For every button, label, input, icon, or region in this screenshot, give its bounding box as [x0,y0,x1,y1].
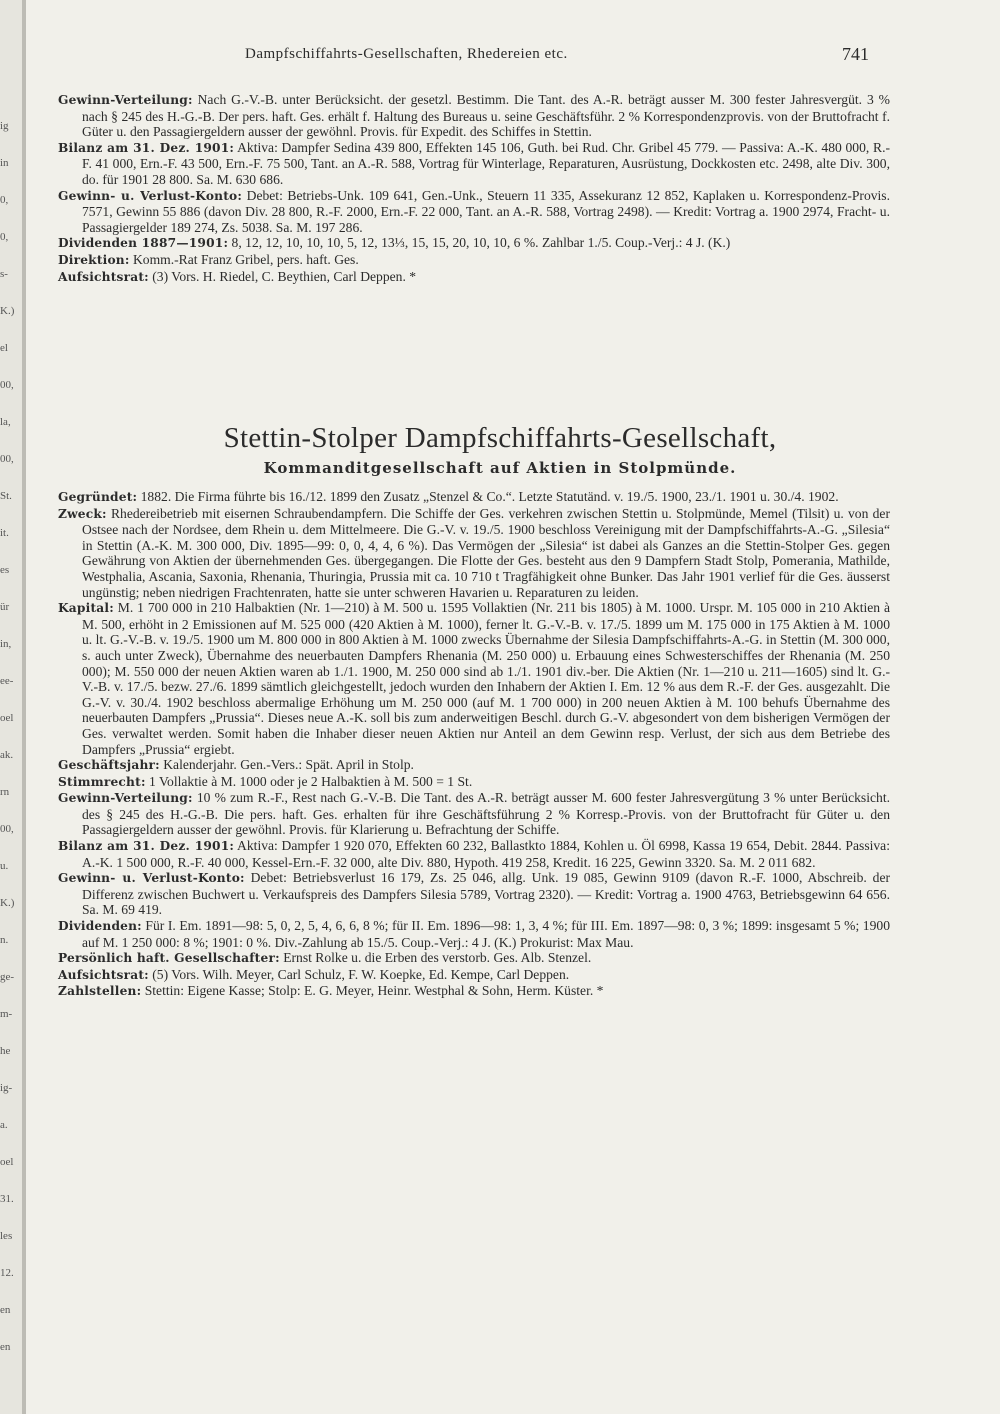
entry-paragraph [58,870,890,918]
entry-label: Dividenden 1887—1901: [58,236,229,251]
entry-label: Gewinn- u. Verlust-Konto: [58,871,245,886]
entry-label: Stimmrecht: [58,774,146,789]
entry-label: Geschäftsjahr: [58,758,160,773]
entry-paragraph [58,838,890,870]
gutter-fragment: St. [0,490,12,502]
entry-text: M. 1 700 000 in 210 Halbaktien (Nr. 1—210) à M. 500 u. 1595 Vollaktien (Nr. 211 bis 1805) à M. 1000. Urspr. M. 105 000 in 210 Aktien à M. 500, erhöht in 2 Emissionen auf M. 525 000 (420 Aktien à M. 1000), ferner lt. G.-V.-B. v. 17./5. 1899 um M. 175 000 in 175 Aktien à M. 1000 u. lt. G.-V.-B. v. 19./5. 1900 um M. 800 000 in 800 Aktien à M. 1000 zwecks Übernahme der Silesia Dampfschiffahrts-A.-G. in Stettin (M. 300 000, s. auch unter Zweck), Übernahme des neuerbauten Dampfers Rhenania (M. 250 000) u. Erbauung eines Schwesterschiffes der Rhenania (M. 250 000); M. 550 000 der neuen Aktien waren ab 1./1. 1900, M. 250 000 sind ab 1./1. 1901 div.-ber. Die Aktien (Nr. 1—210 u. 211—1605) sind lt. G.-V.-B. v. 17./5. bezw. 27./6. 1899 sämtlich gleichgestellt, jedoch wurden den Inhabern der Aktien I. Em. 12 % aus dem R.-F. der Ges. ausgezahlt. Die G.-V. v. 30./4. 1902 beschloss abermalige Erhöhung um M. 250 000 (auf M. 1 700 000) in 200 neuen Aktien à M. 100 behufs Übernahme des neuerbauten Dampfers „Prussia“. Dieses neue A.-K. soll bis zum anderweitigen Beschl. durch G.-V. abgesondert von dem bisherigen Vermögen der Ges. verwaltet werden. Somit haben die Inhaber dieser neuen Aktien nur Anteil an dem Gewinn resp. Verlust, der sich aus dem Betriebe des Dampfers „Prussia“ ergiebt. [82,600,890,757]
page-header [0,46,1000,70]
entry-label: Direktion: [58,252,130,267]
gutter-fragment: ee- [0,675,14,687]
entry-text: 8, 12, 12, 10, 10, 10, 5, 12, 13⅓, 15, 15, 20, 10, 10, 6 %. Zahlbar 1./5. Coup.-Verj.: 4 J. (K.) [228,235,731,251]
entry-label: Gewinn-Verteilung: [58,93,193,107]
gutter-fragment: K.) [0,305,15,317]
entry-text: Für I. Em. 1891—98: 5, 0, 2, 5, 4, 6, 6, 8 %; für II. Em. 1896—98: 1, 3, 4 %; für III. Em. 1897—98: 0, 3 %; 1899: insgesamt 5 %; 1900 auf M. 1 250 000: 8 %; 1901: 0 %. Div.-Zahlung ab 15./5. Coup.-Verj.: 4 J. (K.) Prokurist: Max Mau. [82,918,890,950]
entry-label: Persönlich haft. Gesellschafter: [58,951,280,966]
gutter-fragment: ig- [0,1082,13,1094]
entry-paragraph [58,188,890,236]
entry-label: Zahlstellen: [58,984,142,999]
entry-paragraph [58,790,890,838]
entry-paragraph [58,269,890,286]
running-head: Dampfschiffahrts-Gesellschaften, Rhedereien etc. [245,46,568,62]
gutter-fragment: 31. [0,1193,14,1205]
gutter-fragment: en [0,1341,11,1353]
entry-text: 10 % zum R.-F., Rest nach G.-V.-B. Die Tant. des A.-R. beträgt ausser M. 600 fester Jahresvergütung 3 % unter Berücksicht. des § 245 des H.-G.-B. Die pers. haft. Ges. erhalten für ihre Geschäftsführung 2 % Korresp.-Provis. von der Bruttofracht für Güter u. den Passagiergeldern ausser der gewöhnl. Provis. für Klarierung u. Befrachtung der Schiffe. [82,790,890,838]
previous-company-entry [58,92,890,285]
entry-text: Rhedereibetrieb mit eisernen Schraubendampfern. Die Schiffe der Ges. verkehren zwischen Stettin u. Stolpmünde, Memel (Tilsit) u. von der Ostsee nach der Nordsee, dem Rhein u. dem Mittelmeere. Die G.-V. v. 19./5. 1900 beschloss Vereinigung mit der Dampfschiffahrts-A.-G. „Silesia“ in Stettin (A.-K. M. 300 000, Div. 1895—99: 0, 0, 4, 4, 6 %). Das Vermögen der „Silesia“ ist dabei als Ganzes an die Stettin-Stolper Ges. gegen Gewährung von Aktien der übernehmenden Ges. übergegangen. Die Flotte der Ges. besteht aus den 9 Dampfern Stadt Stolp, Pomerania, Mathilde, Westphalia, Ascania, Saxonia, Rhenania, Thuringia, Prussia mit ca. 10 710 t Tragfähigkeit ohne Bunker. Das Jahr 1901 verlief für die Ges. äusserst ungünstig; neben niedrigen Frachtenraten, hatte sie unter schweren Havarien u. Reparaturen zu leiden. [82,505,890,600]
gutter-fragment: ak. [0,749,14,761]
gutter-fragment: in [0,157,9,169]
gutter-fragment: en [0,1304,11,1316]
gutter-fragment: K.) [0,897,15,909]
company-entry [58,489,890,1000]
gutter-fragment: ge- [0,971,15,983]
gutter-fragment: m- [0,1008,13,1020]
gutter-fragment: n. [0,934,9,946]
entry-paragraph [58,967,890,984]
entry-paragraph [58,489,890,506]
company-title: Stettin-Stolper Dampfschiffahrts-Gesellschaft, [223,422,777,454]
entry-text: Ernst Rolke u. die Erben des verstorb. Ges. Alb. Stenzel. [279,950,592,966]
entry-label: Aufsichtsrat: [58,269,149,284]
entry-text: Nach G.-V.-B. unter Berücksicht. der gesetzl. Bestimm. Die Tant. des A.-R. beträgt ausser M. 300 fester Jahresvergüt. 3 % nach § 245 des H.-G.-B. Der pers. haft. Ges. erhält f. Haltung des Bureaus u. seine Geschäftsführ. 2 % Korrespondenzprovis. von der Bruttofracht f. Güter u. den Passagiergeldern ausser der gewöhnl. Provis. für Expedit. des Schiffes in Stettin. [82,92,890,140]
entry-label: Gewinn- u. Verlust-Konto: [58,188,243,203]
gutter-fragment: 0, [0,194,9,206]
gutter-fragment: a. [0,1119,8,1131]
gutter-fragment: it. [0,527,9,539]
entry-paragraph [58,140,890,188]
gutter-fragment: 00, [0,453,14,465]
entry-label: Kapital: [58,601,114,616]
gutter-fragment: les [0,1230,13,1242]
entry-label: Bilanz am 31. Dez. 1901: [58,140,235,155]
entry-text: (5) Vors. Wilh. Meyer, Carl Schulz, F. W. Koepke, Ed. Kempe, Carl Deppen. [148,966,570,982]
entry-paragraph [58,918,890,950]
entry-text: Kalenderjahr. Gen.-Vers.: Spät. April in Stolp. [159,757,414,773]
gutter-fragment: s- [0,268,8,280]
entry-label: Dividenden: [58,919,142,934]
page-number: 741 [842,44,869,64]
gutter-fragment: 12. [0,1267,14,1279]
entry-paragraph [58,252,890,269]
binding-edge [22,0,26,1414]
gutter-fragment: u. [0,860,9,872]
entry-label: Gewinn-Verteilung: [58,791,193,806]
gutter-fragment: ig [0,120,9,132]
entry-paragraph [58,983,890,1000]
gutter-fragment: ür [0,601,10,613]
entry-text: Debet: Betriebsverlust 16 179, Zs. 25 046, allg. Unk. 19 085, Gewinn 9109 (davon R.-F. 1000, Abschreib. der Differenz zwischen Buchwert u. Verkaufspreis des Dampfers Silesia 5789, Vortrag 2320). — Kredit: Vortrag a. 1900 4763, Betriebsgewinn 64 656. Sa. M. 69 419. [82,870,891,918]
entry-paragraph [58,600,890,757]
entry-text: Debet: Betriebs-Unk. 109 641, Gen.-Unk., Steuern 11 335, Assekuranz 12 852, Kaplaken u. Korrespondenz-Provis. 7571, Gewinn 55 886 (davon Div. 28 800, R.-F. 2000, Ern.-F. 22 000, Tant. an A.-R. 588, Vortrag 2498). — Kredit: Vortrag a. 1900 2974, Fracht- u. Passagiergelder 189 274, Zs. 5038. Sa. M. 197 286. [82,187,890,235]
entry-label: Gegründet: [58,490,138,504]
entry-label: Aufsichtsrat: [58,967,149,982]
entry-text: (3) Vors. H. Riedel, C. Beythien, Carl Deppen. * [148,268,417,284]
gutter-fragment: 00, [0,379,14,391]
gutter-fragment: es [0,564,10,576]
gutter-fragment: el [0,342,8,354]
entry-paragraph [58,235,890,252]
entry-paragraph [58,757,890,774]
entry-paragraph [58,950,890,967]
gutter-fragment: rn [0,786,10,798]
gutter-fragment: oel [0,1156,14,1168]
entry-text: 1 Vollaktie à M. 1000 oder je 2 Halbaktien à M. 500 = 1 St. [145,773,473,789]
gutter-fragment: la, [0,416,11,428]
gutter-fragment: oel [0,712,14,724]
entry-text: Stettin: Eigene Kasse; Stolp: E. G. Meyer, Heinr. Westphal & Sohn, Herm. Küster. * [141,983,604,999]
entry-label: Bilanz am 31. Dez. 1901: [58,839,235,854]
entry-text: Aktiva: Dampfer Sedina 439 800, Effekten 145 106, Guth. bei Rud. Chr. Gribel 45 779. — Passiva: A.-K. 480 000, R.-F. 41 000, Ern.-F. 43 500, Ern.-F. 75 500, Tant. an A.-R. 588, Vortrag für Winterlage, Reparaturen, Ausrüstung, Dockkosten etc. 2498, alte Div. 300, do. für 1901 28 800. Sa. M. 630 686. [82,139,890,187]
gutter-fragment: 0, [0,231,9,243]
entry-paragraph [58,774,890,791]
entry-paragraph [58,506,890,601]
entry-label: Zweck: [58,506,107,521]
gutter-fragment: 00, [0,823,14,835]
entry-text: Komm.-Rat Franz Gribel, pers. haft. Ges. [129,251,359,267]
entry-text: Aktiva: Dampfer 1 920 070, Effekten 60 232, Ballastkto 1884, Kohlen u. Öl 6998, Kassa 19 654, Debit. 2844. Passiva: A.-K. 1 500 000, R.-F. 40 000, Kessel-Ern.-F. 32 000, alte Div. 880, Hypoth. 419 258, Kredit. 16 225, Gewinn 3320. Sa. M. 2 011 682. [82,838,890,870]
gutter-fragment: he [0,1045,11,1057]
entry-paragraph [58,92,890,140]
gutter-fragment: in, [0,638,12,650]
company-subtitle: Kommanditgesellschaft auf Aktien in Stolpmünde. [263,459,737,477]
entry-text: 1882. Die Firma führte bis 16./12. 1899 den Zusatz „Stenzel & Co.“. Letzte Statutänd. v. 19./5. 1900, 23./1. 1901 u. 30./4. 1902. [137,489,839,504]
